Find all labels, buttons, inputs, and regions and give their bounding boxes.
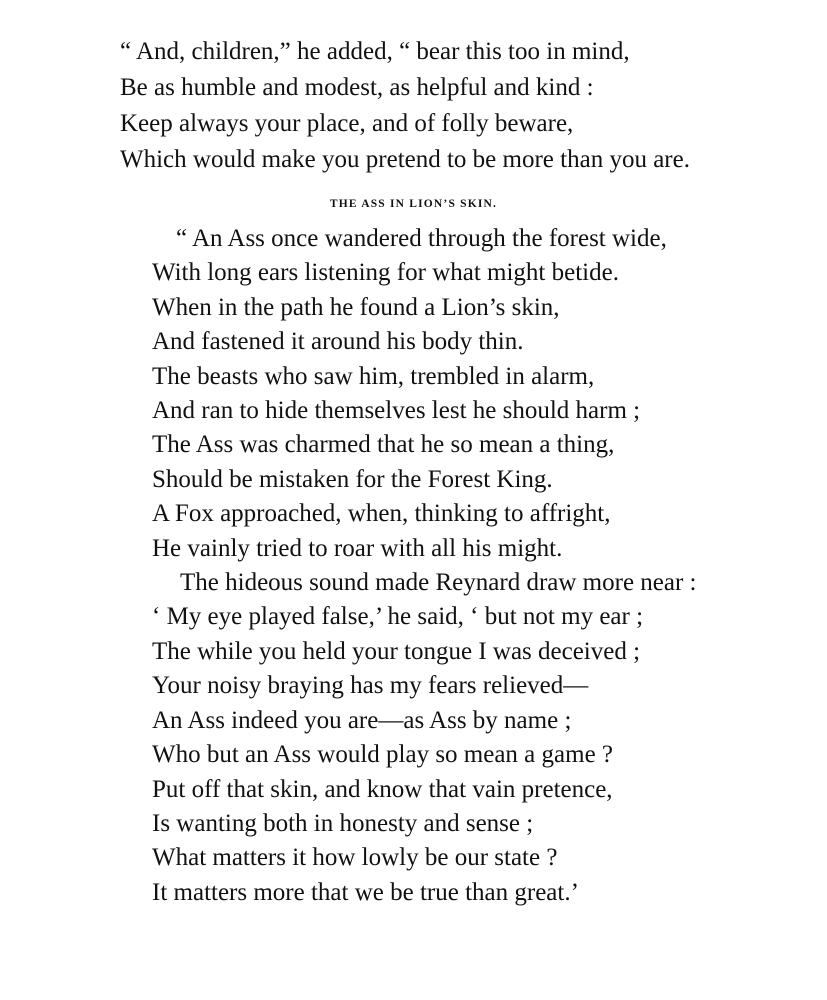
verse-line: Keep always your place, and of folly beware, [120,110,574,137]
verse-line: What matters it how lowly be our state ? [152,844,558,872]
verse-line: “ And, children,” he added, “ bear this too in mind, [120,38,630,65]
verse-line: The beasts who saw him, trembled in alarm, [152,362,595,390]
verse-line: Be as humble and modest, as helpful and kind : [120,74,594,101]
closing-stanza [120,34,800,178]
verse-line: A Fox approached, when, thinking to affright, [152,500,611,528]
verse-line: Who but an Ass would play so mean a game ? [152,741,614,769]
verse-line: An Ass indeed you are—as Ass by name ; [152,706,572,734]
verse-line: The while you held your tongue I was deceived ; [152,637,641,665]
verse-line: It matters more that we be true than great.’ [152,878,579,906]
verse-line: He vainly tried to roar with all his might. [152,534,563,562]
verse-line: “ An Ass once wandered through the forest wide, [176,225,667,252]
verse-line: Put off that skin, and know that vain pretence, [152,775,613,803]
verse-line: Your noisy braying has my fears relieved— [152,672,589,700]
verse-line: The Ass was charmed that he so mean a thing, [152,431,615,459]
verse-line: With long ears listening for what might betide. [152,259,619,287]
verse-line: Is wanting both in honesty and sense ; [152,809,534,837]
verse-line: Should be mistaken for the Forest King. [152,465,553,493]
verse-line: When in the path he found a Lion’s skin, [152,293,560,321]
verse-line: Which would make you pretend to be more than you are. [120,146,690,173]
verse-line: And fastened it around his body thin. [152,328,524,356]
verse-line: The hideous sound made Reynard draw more near : [180,569,697,597]
fable-poem [152,222,812,910]
fable-title: THE ASS IN LION’S SKIN. [329,198,498,210]
verse-line: And ran to hide themselves lest he should harm ; [152,397,641,425]
verse-line: ‘ My eye played false,’ he said, ‘ but not my ear ; [152,603,644,631]
